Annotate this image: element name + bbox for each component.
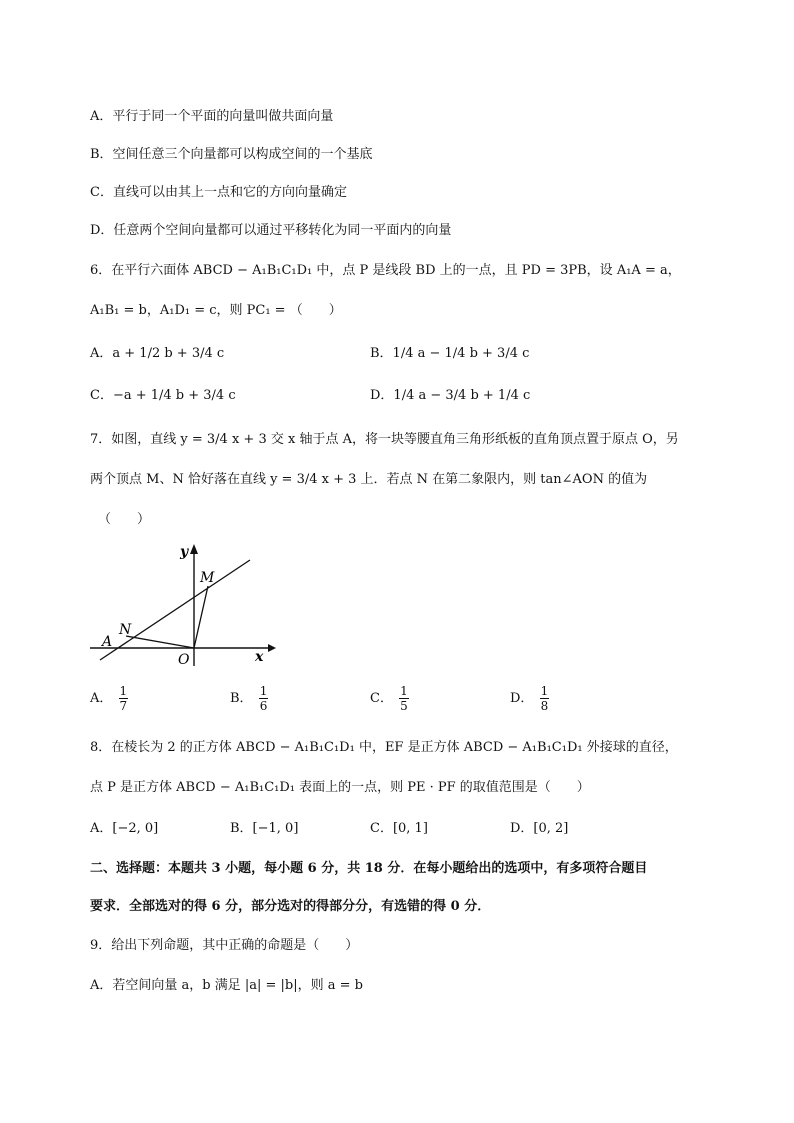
q5-option-d: D．任意两个空间向量都可以通过平移转化为同一平面内的向量 [90,223,452,238]
q7-option-c: C． $\frac{1}{5}$ [370,684,408,713]
q6-stem-line2: A₁B₁ = b，A₁D₁ = c，则 PC₁ = （ ） [90,303,342,318]
q7-option-d: D． $\frac{1}{8}$ [510,684,549,713]
section2-instructions-line2: 要求．全部选对的得 6 分，部分选对的得部分分，有选错的得 0 分． [90,899,491,914]
label-y: y [180,544,189,560]
q7-option-a: A． $\frac{1}{7}$ [90,684,128,713]
label-m: M [200,570,215,586]
segment-on [126,636,194,648]
q8-stem-line2: 点 P 是正方体 ABCD − A₁B₁C₁D₁ 表面上的一点，则 PE · PF 的取值范围是（ ） [90,780,590,795]
q6-stem-line1: 6．在平行六面体 ABCD − A₁B₁C₁D₁ 中，点 P 是线段 BD 上的一点，且 PD = 3PB，设 A₁A = a， [90,263,681,278]
q8-option-a: A．[−2, 0] [90,821,159,836]
q6-option-c: C．−a + 1/4 b + 3/4 c [90,388,236,403]
q7-figure [90,540,280,670]
q8-option-b: B．[−1, 0] [230,821,299,836]
label-n: N [119,622,132,638]
q5-option-a: A．平行于同一个平面的向量叫做共面向量 [90,109,334,124]
q7-stem-line3: （ ） [98,512,151,527]
q6-option-d: D．1/4 a − 3/4 b + 1/4 c [370,388,531,403]
label-o: O [178,652,190,668]
q6-option-b: B．1/4 a − 1/4 b + 3/4 c [370,346,530,361]
q7-option-c-fraction: $\frac{1}{5}$ [400,684,408,713]
q5-option-c: C．直线可以由其上一点和它的方向向量确定 [90,185,347,200]
q7-option-a-fraction: $\frac{1}{7}$ [119,684,128,713]
q7-option-b-fraction: $\frac{1}{6}$ [259,684,268,713]
q8-stem-line1: 8．在棱长为 2 的正方体 ABCD − A₁B₁C₁D₁ 中，EF 是正方体 ABCD − A₁B₁C₁D₁ 外接球的直径， [90,740,678,755]
label-a: A [102,634,113,650]
q7-option-d-fraction: $\frac{1}{8}$ [540,684,549,713]
x-axis-arrow-icon [268,644,276,652]
section2-instructions-line1: 二、选择题：本题共 3 小题，每小题 6 分，共 18 分．在每小题给出的选项中，有多项符合题目 [90,861,648,876]
label-x: x [255,649,264,665]
q5-option-b: B．空间任意三个向量都可以构成空间的一个基底 [90,147,373,162]
y-axis-arrow-icon [190,544,198,554]
q7-stem-line2: 两个顶点 M、N 恰好落在直线 y = 3/4 x + 3 上．若点 N 在第二象限内，则 tan∠AON 的值为 [90,472,648,487]
q8-option-d: D．[0, 2] [510,821,569,836]
q9-option-a: A．若空间向量 a，b 满足 |a| = |b|，则 a = b [90,978,363,993]
q8-option-c: C．[0, 1] [370,821,428,836]
q7-option-b: B． $\frac{1}{6}$ [230,684,268,713]
q9-stem: 9．给出下列命题，其中正确的命题是（ ） [90,938,359,953]
q7-stem-line1: 7．如图，直线 y = 3/4 x + 3 交 x 轴于点 A，将一块等腰直角三角形纸板的直角顶点置于原点 O，另 [90,432,679,447]
q6-option-a: A．a + 1/2 b + 3/4 c [90,346,225,361]
